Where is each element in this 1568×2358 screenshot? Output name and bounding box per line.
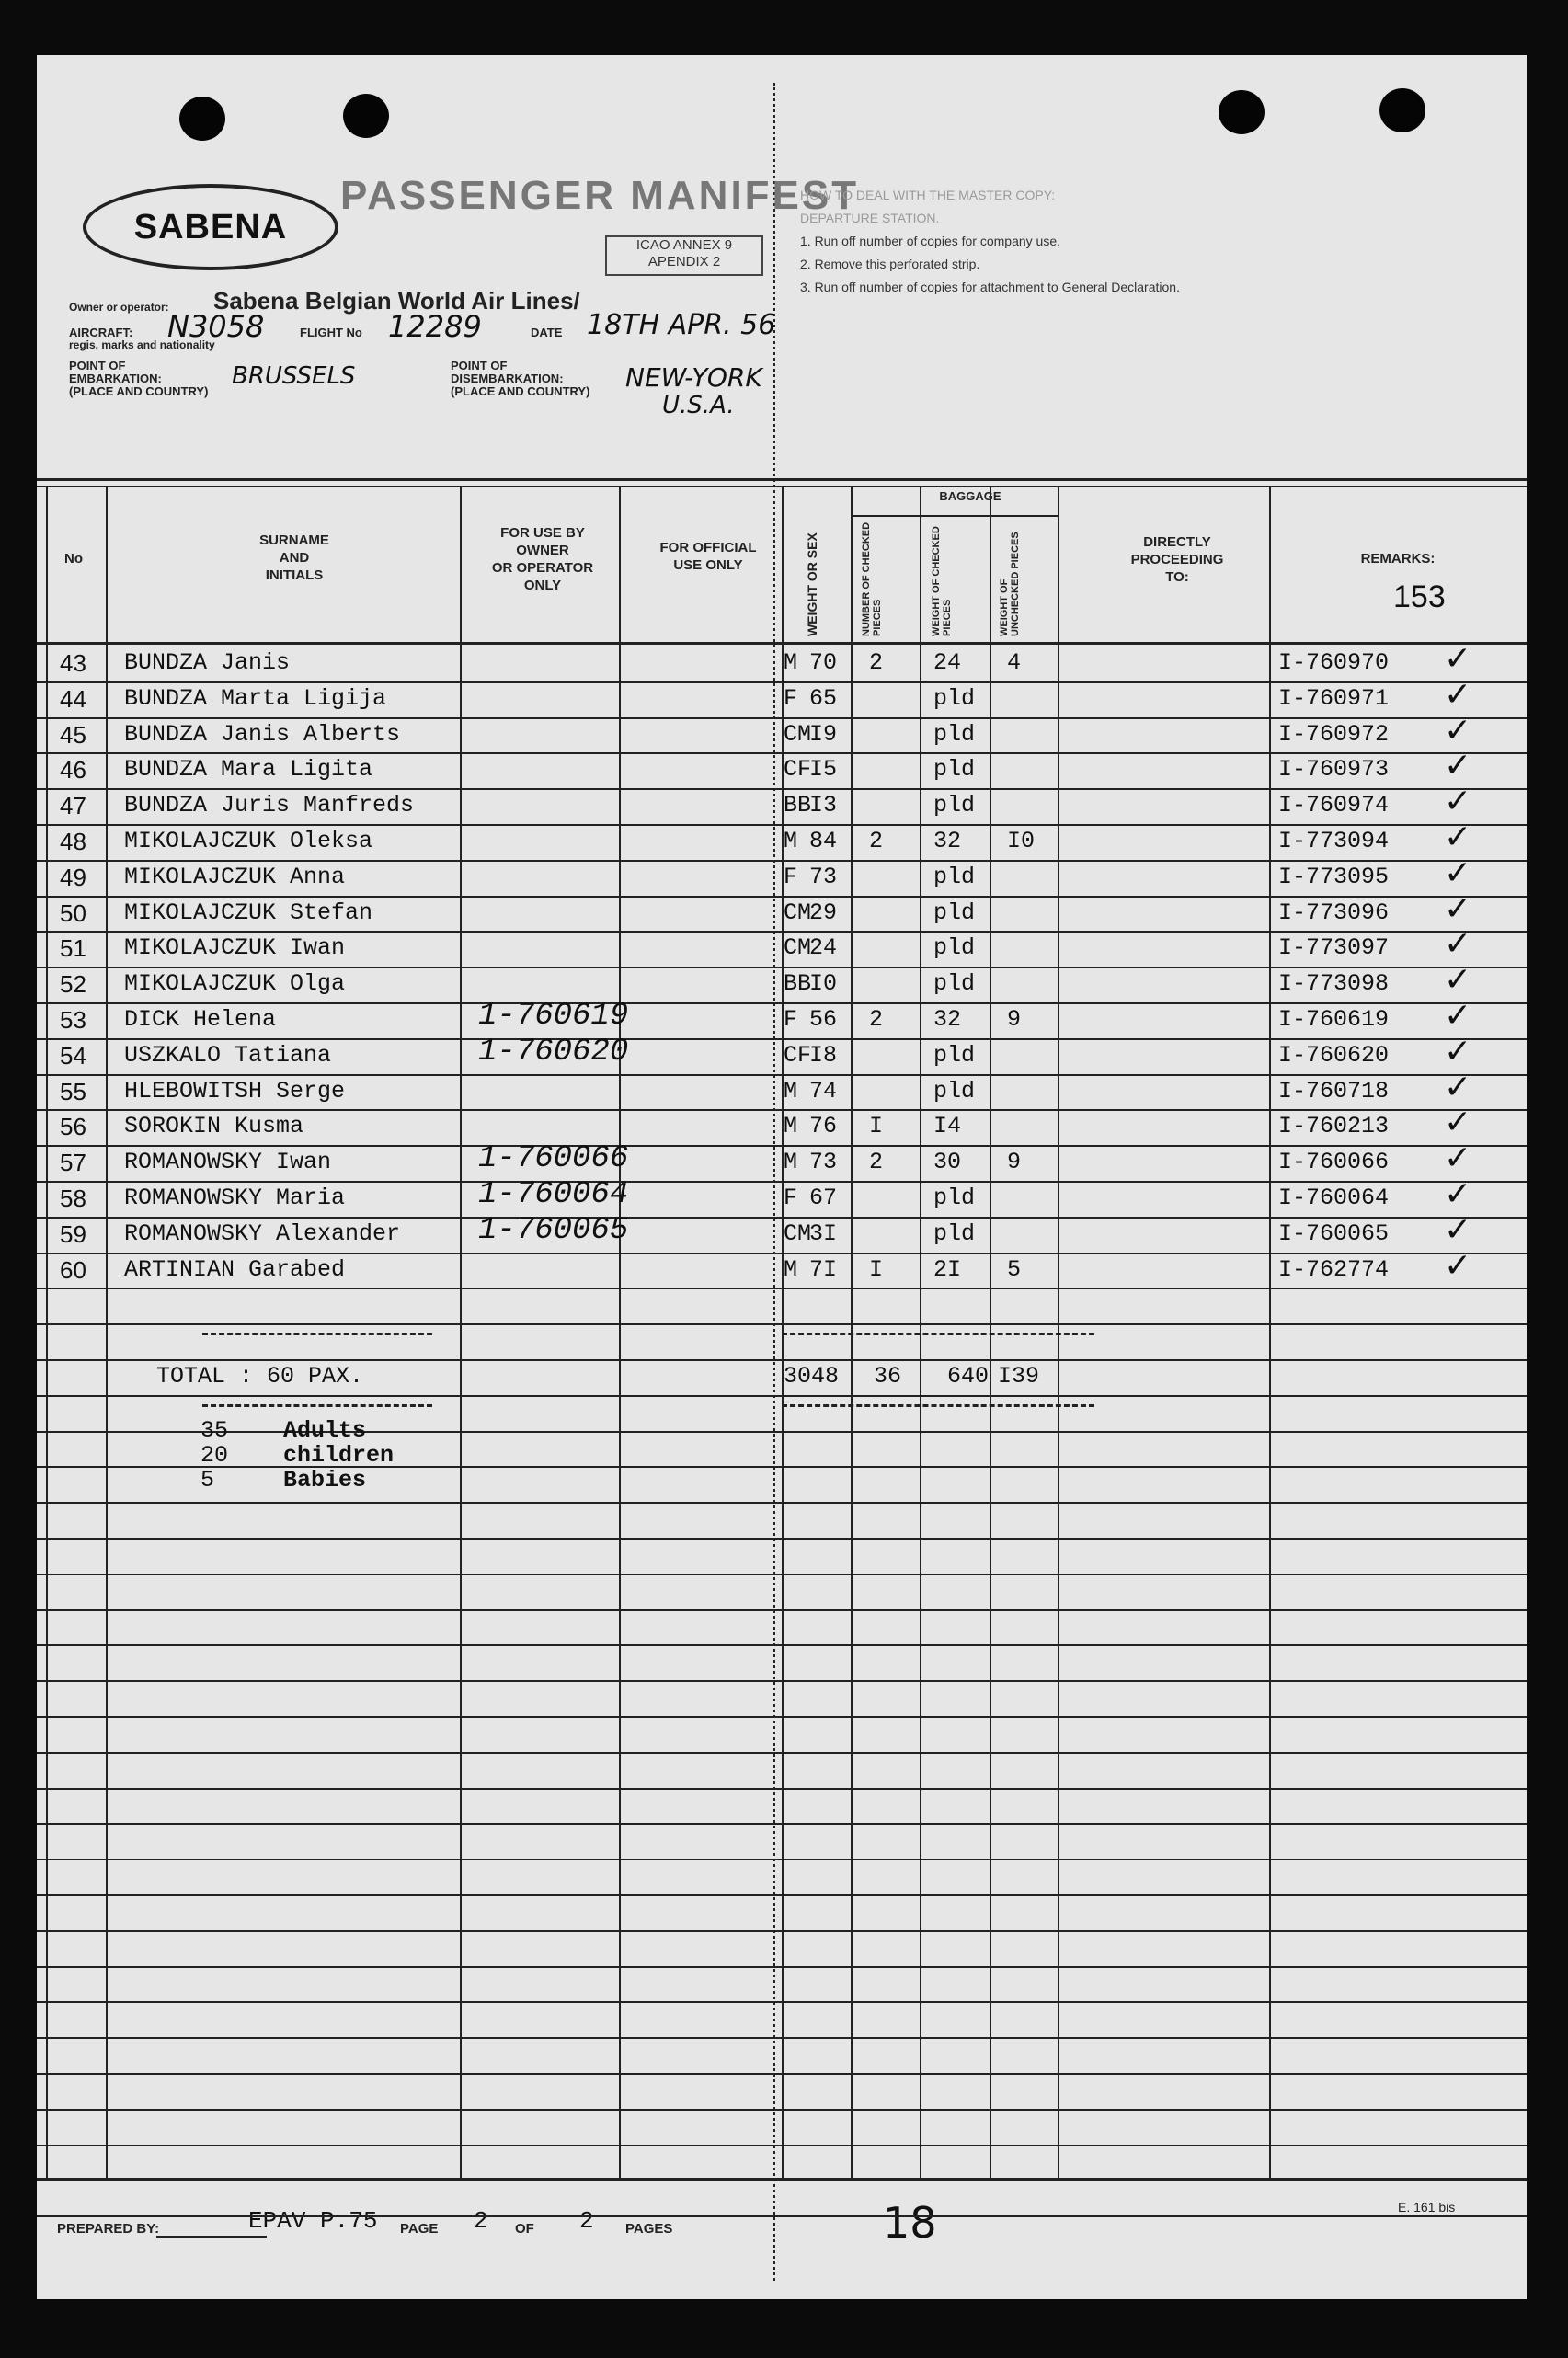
row-rule [37,1823,1527,1825]
row-no: 43 [60,649,86,677]
row-rule [37,1502,1527,1504]
row-rule [37,1930,1527,1932]
row-rule [37,1894,1527,1896]
embark-label: EMBARKATION: [69,372,162,385]
row-checked: 32 [933,828,962,854]
row-rule [37,1609,1527,1611]
sabena-logo [83,184,338,270]
row-rule [37,717,1527,719]
row-name: ROMANOWSKY Iwan [124,1149,332,1176]
row-rule [37,2037,1527,2039]
breakdown-count: 5 [200,1466,215,1494]
row-sex: M [784,1113,798,1140]
row-no: 44 [60,684,86,713]
punch-hole [1379,88,1425,132]
row-remark: I-760065 [1278,1219,1390,1247]
row-checked: pld [933,970,976,998]
checkmark-icon: ✓ [1444,1032,1472,1070]
checkmark-icon: ✓ [1444,1104,1472,1142]
row-weight: 7I [809,1255,838,1283]
col-weight-sex: WEIGHT OR SEX [805,532,819,636]
breakdown-label: Adults [283,1416,367,1444]
row-pieces: I [869,1255,884,1283]
row-name: HLEBOWITSH Serge [124,1077,346,1105]
row-no: 49 [60,863,86,891]
row-unchecked: I0 [1007,828,1036,854]
col-official [625,539,791,574]
row-no: 48 [60,828,86,855]
column-rule [106,486,108,2178]
row-weight: 29 [809,899,838,926]
row-sex: M [784,1077,798,1105]
row-no: 45 [60,720,86,749]
row-rule [37,1323,1527,1325]
row-checked: pld [933,899,976,926]
row-rule [37,967,1527,968]
checkmark-icon: ✓ [1444,925,1472,964]
row-rule [37,788,1527,790]
row-rule [37,1716,1527,1718]
instructions [800,184,1180,299]
row-rule [37,896,1527,898]
row-no: 47 [60,792,86,820]
flight-value: 12289 [388,309,482,344]
row-remark: I-773098 [1278,970,1390,998]
row-remark: I-762774 [1278,1255,1390,1283]
row-pieces: 2 [869,828,884,854]
col-surname-line: SURNAME [259,532,329,548]
col-proceeding-line: TO: [1165,569,1189,585]
row-checked: 2I [933,1255,962,1283]
row-remark: I-760213 [1278,1113,1390,1140]
column-rule [990,486,991,2178]
row-unchecked: 9 [1007,1149,1022,1176]
row-owner: 1-760620 [478,1034,629,1070]
row-weight: 74 [809,1077,838,1105]
handwritten-note: 18 [883,2198,937,2248]
row-rule [37,1359,1527,1361]
row-checked: pld [933,934,976,962]
col-surname [110,532,478,584]
row-rule [37,1038,1527,1040]
row-rule [37,2145,1527,2146]
row-weight: 73 [809,1149,838,1176]
checkmark-icon: ✓ [1444,1068,1472,1106]
row-name: MIKOLAJCZUK Iwan [124,934,346,962]
instruction-line: HOW TO DEAL WITH THE MASTER COPY: [800,188,1056,202]
col-owner [460,524,625,594]
col-owner-line: ONLY [523,578,562,593]
embark-label: (PLACE AND COUNTRY) [69,384,209,398]
page-value: 2 [474,2207,488,2235]
row-rule [37,752,1527,754]
checkmark-icon: ✓ [1444,1175,1472,1213]
row-checked: pld [933,684,976,712]
row-remark: I-760620 [1278,1041,1390,1069]
row-rule [37,1181,1527,1183]
row-weight: 70 [809,649,838,676]
dashed-separator [782,1333,1094,1335]
row-sex: F [784,863,798,890]
row-checked: pld [933,792,976,819]
row-checked: I4 [933,1113,962,1140]
row-rule [37,1574,1527,1575]
row-remark: I-760718 [1278,1077,1390,1105]
row-name: USZKALO Tatiana [124,1041,332,1069]
row-rule [37,1966,1527,1968]
checkmark-icon: ✓ [1444,675,1472,714]
breakdown-count: 20 [200,1441,229,1469]
disembark-label: DISEMBARKATION: [451,372,564,385]
row-name: SOROKIN Kusma [124,1113,304,1140]
disembark-label: (PLACE AND COUNTRY) [451,384,590,398]
col-surname-line: INITIALS [265,567,324,583]
row-no: 58 [60,1185,86,1212]
column-rule [460,486,462,2178]
row-name: MIKOLAJCZUK Oleksa [124,828,373,854]
total-pieces: 36 [874,1363,902,1390]
row-name: BUNDZA Juris Manfreds [124,792,415,819]
row-weight: 76 [809,1113,838,1140]
row-no: 51 [60,934,86,963]
row-rule [37,1431,1527,1433]
row-sex: CM [784,720,812,748]
col-unchecked-weight: WEIGHT OF UNCHECKED PIECES [999,532,1021,636]
annex-line: APENDIX 2 [647,254,721,269]
row-unchecked: 5 [1007,1255,1022,1283]
checkmark-icon: ✓ [1444,818,1472,856]
row-weight: 3I [809,1219,838,1247]
aircraft-value: N3058 [167,309,265,344]
owner-value: Sabena Belgian World Air Lines/ [213,287,580,315]
checkmark-icon: ✓ [1444,747,1472,785]
page-count-number: 153 [1393,579,1446,614]
row-owner: 1-760065 [478,1212,629,1248]
checkmark-icon: ✓ [1444,961,1472,1000]
row-weight: I8 [809,1041,838,1069]
row-sex: CM [784,1219,812,1247]
row-pieces: I [869,1113,884,1140]
row-name: MIKOLAJCZUK Anna [124,863,346,890]
embark-value: BRUSSELS [232,362,356,390]
row-rule [37,1788,1527,1790]
row-no: 57 [60,1149,86,1177]
column-rule [46,486,48,2178]
row-remark: I-773095 [1278,863,1390,890]
row-sex: BB [784,970,812,998]
row-owner: 1-760619 [478,999,629,1034]
col-surname-line: AND [279,550,310,566]
total-weight: 3048 [784,1363,840,1390]
checkmark-icon: ✓ [1444,1139,1472,1178]
row-weight: I3 [809,792,838,819]
row-remark: I-760970 [1278,649,1390,676]
row-rule [37,860,1527,862]
row-rule [37,931,1527,933]
row-name: DICK Helena [124,1006,277,1033]
annex-box [605,235,763,276]
row-rule [37,1644,1527,1646]
row-rule [37,1466,1527,1468]
row-rule [37,1109,1527,1111]
dashed-separator [782,1404,1094,1407]
row-remark: I-760972 [1278,720,1390,748]
row-checked: pld [933,1219,976,1247]
row-unchecked: 9 [1007,1006,1022,1033]
prepared-label: PREPARED BY: [57,2221,160,2237]
col-checked-num: NUMBER OF CHECKED PIECES [861,521,883,636]
col-official-line: FOR OFFICIAL [659,540,757,555]
page-label: PAGE [400,2221,439,2237]
row-no: 56 [60,1113,86,1141]
row-name: ROMANOWSKY Alexander [124,1219,401,1247]
row-rule [37,1288,1527,1289]
total-checked: 640 [947,1363,990,1390]
row-rule [37,1074,1527,1076]
row-no: 59 [60,1219,86,1248]
row-no: 60 [60,1255,86,1284]
punch-hole [1219,90,1265,134]
aircraft-sub: regis. marks and nationality [69,338,215,351]
col-checked-weight: WEIGHT OF CHECKED PIECES [931,526,953,636]
row-checked: pld [933,863,976,890]
col-official-line: USE ONLY [673,557,743,573]
prepared-value: EPAV P.75 [248,2207,378,2235]
flight-label: FLIGHT No [300,326,362,339]
breakdown-label: Babies [283,1466,367,1494]
row-name: MIKOLAJCZUK Stefan [124,899,373,926]
checkmark-icon: ✓ [1444,783,1472,821]
dashed-separator [202,1333,432,1335]
row-sex: CF [784,1041,812,1069]
row-sex: CM [784,934,812,962]
checkmark-icon: ✓ [1444,889,1472,928]
table-bottom-rule [37,2178,1527,2181]
punch-hole [343,94,389,138]
manifest-sheet [37,55,1527,2299]
date-label: DATE [531,326,563,339]
col-baggage: BAGGAGE [939,489,1001,503]
row-rule [37,1253,1527,1254]
row-checked: pld [933,1185,976,1211]
row-owner: 1-760066 [478,1141,629,1177]
row-checked: pld [933,720,976,748]
checkmark-icon: ✓ [1444,711,1472,750]
row-rule [37,1859,1527,1860]
row-weight: 73 [809,863,838,890]
row-sex: F [784,684,798,712]
row-sex: F [784,1185,798,1211]
breakdown-label: children [283,1441,395,1469]
row-sex: M [784,828,798,854]
instruction-line: 3. Run off number of copies for attachment to General Declaration. [800,280,1180,294]
annex-line: ICAO ANNEX 9 [635,237,733,253]
row-rule [37,2073,1527,2075]
row-no: 54 [60,1041,86,1070]
logo-text: SABENA [133,207,288,246]
col-proceeding-line: PROCEEDING [1130,552,1224,567]
row-remark: I-760064 [1278,1185,1390,1211]
checkmark-icon: ✓ [1444,853,1472,892]
row-owner: 1-760064 [478,1177,629,1212]
row-name: MIKOLAJCZUK Olga [124,970,346,998]
row-remark: I-773097 [1278,934,1390,962]
embark-label: POINT OF [69,359,126,372]
row-name: ARTINIAN Garabed [124,1255,346,1283]
row-rule [37,824,1527,826]
row-remark: I-760971 [1278,684,1390,712]
total-unchecked: I39 [998,1363,1040,1390]
row-sex: M [784,1149,798,1176]
row-remark: I-760619 [1278,1006,1390,1033]
row-pieces: 2 [869,649,884,676]
row-remark: I-773094 [1278,828,1390,854]
owner-label: Owner or operator: [69,301,169,314]
row-weight: 65 [809,684,838,712]
row-checked: pld [933,756,976,784]
row-rule [37,1395,1527,1397]
column-rule [851,486,853,2178]
dashed-separator [202,1404,432,1407]
row-no: 53 [60,1006,86,1034]
row-checked: pld [933,1077,976,1105]
disembark-country: U.S.A. [662,392,735,419]
row-no: 52 [60,970,86,999]
instruction-line: DEPARTURE STATION. [800,211,940,225]
row-weight: I9 [809,720,838,748]
row-rule [37,681,1527,683]
row-no: 50 [60,899,86,927]
col-owner-line: FOR USE BY [500,525,585,541]
instruction-line: 2. Remove this perforated strip. [800,257,980,271]
row-unchecked: 4 [1007,649,1022,676]
row-name: BUNDZA Janis [124,649,291,676]
table-top-rule [37,478,1527,481]
row-pieces: 2 [869,1006,884,1033]
aircraft-label: AIRCRAFT: [69,326,133,339]
row-weight: 24 [809,934,838,962]
total-label: TOTAL : 60 PAX. [156,1363,364,1390]
row-checked: 24 [933,649,962,676]
col-owner-line: OR OPERATOR [491,560,594,576]
row-remark: I-760066 [1278,1149,1390,1176]
column-rule [1269,486,1271,2178]
of-label: OF [515,2221,534,2237]
manifest-table [37,441,1527,2248]
row-weight: I0 [809,970,838,998]
row-sex: M [784,649,798,676]
row-weight: 67 [809,1185,838,1211]
checkmark-icon: ✓ [1444,1246,1472,1285]
row-sex: CM [784,899,812,926]
checkmark-icon: ✓ [1444,1210,1472,1249]
row-sex: BB [784,792,812,819]
column-rule [1058,486,1059,2178]
row-rule [37,1217,1527,1219]
pages-label: PAGES [625,2221,673,2237]
breakdown-count: 35 [200,1416,229,1444]
disembark-value: NEW-YORK [625,362,762,393]
row-rule [37,1145,1527,1147]
col-no: No [64,551,83,567]
row-no: 46 [60,756,86,784]
baggage-rule [851,515,1058,517]
row-rule [37,1680,1527,1682]
row-checked: pld [933,1041,976,1069]
document-title: PASSENGER MANIFEST [340,173,860,218]
checkmark-icon: ✓ [1444,997,1472,1035]
col-proceeding-line: DIRECTLY [1143,534,1211,550]
column-rule [920,486,921,2178]
instruction-line: 1. Run off number of copies for company use. [800,234,1061,248]
disembark-label: POINT OF [451,359,508,372]
row-rule [37,1002,1527,1004]
of-value: 2 [579,2207,594,2235]
row-weight: 56 [809,1006,838,1033]
row-weight: I5 [809,756,838,784]
form-code: E. 161 bis [1398,2200,1456,2215]
row-name: BUNDZA Marta Ligija [124,684,387,712]
row-sex: F [784,1006,798,1033]
date-value: 18TH APR. 56 [587,309,776,341]
row-pieces: 2 [869,1149,884,1176]
col-owner-line: OWNER [516,543,569,558]
column-rule [619,486,621,2178]
row-rule [37,1538,1527,1540]
row-name: BUNDZA Janis Alberts [124,720,401,748]
row-remark: I-760973 [1278,756,1390,784]
col-proceeding [1058,533,1297,586]
punch-hole [179,97,225,141]
row-remark: I-773096 [1278,899,1390,926]
row-checked: 32 [933,1006,962,1033]
row-weight: 84 [809,828,838,854]
row-name: ROMANOWSKY Maria [124,1185,346,1211]
row-name: BUNDZA Mara Ligita [124,756,373,784]
row-rule [37,2001,1527,2003]
row-rule [37,1752,1527,1754]
row-sex: M [784,1255,798,1283]
row-remark: I-760974 [1278,792,1390,819]
row-rule [37,2215,1527,2217]
row-no: 55 [60,1077,86,1105]
row-checked: 30 [933,1149,962,1176]
row-sex: CF [784,756,812,784]
checkmark-icon: ✓ [1444,640,1472,678]
col-remarks: REMARKS: [1360,551,1436,567]
row-rule [37,2109,1527,2111]
